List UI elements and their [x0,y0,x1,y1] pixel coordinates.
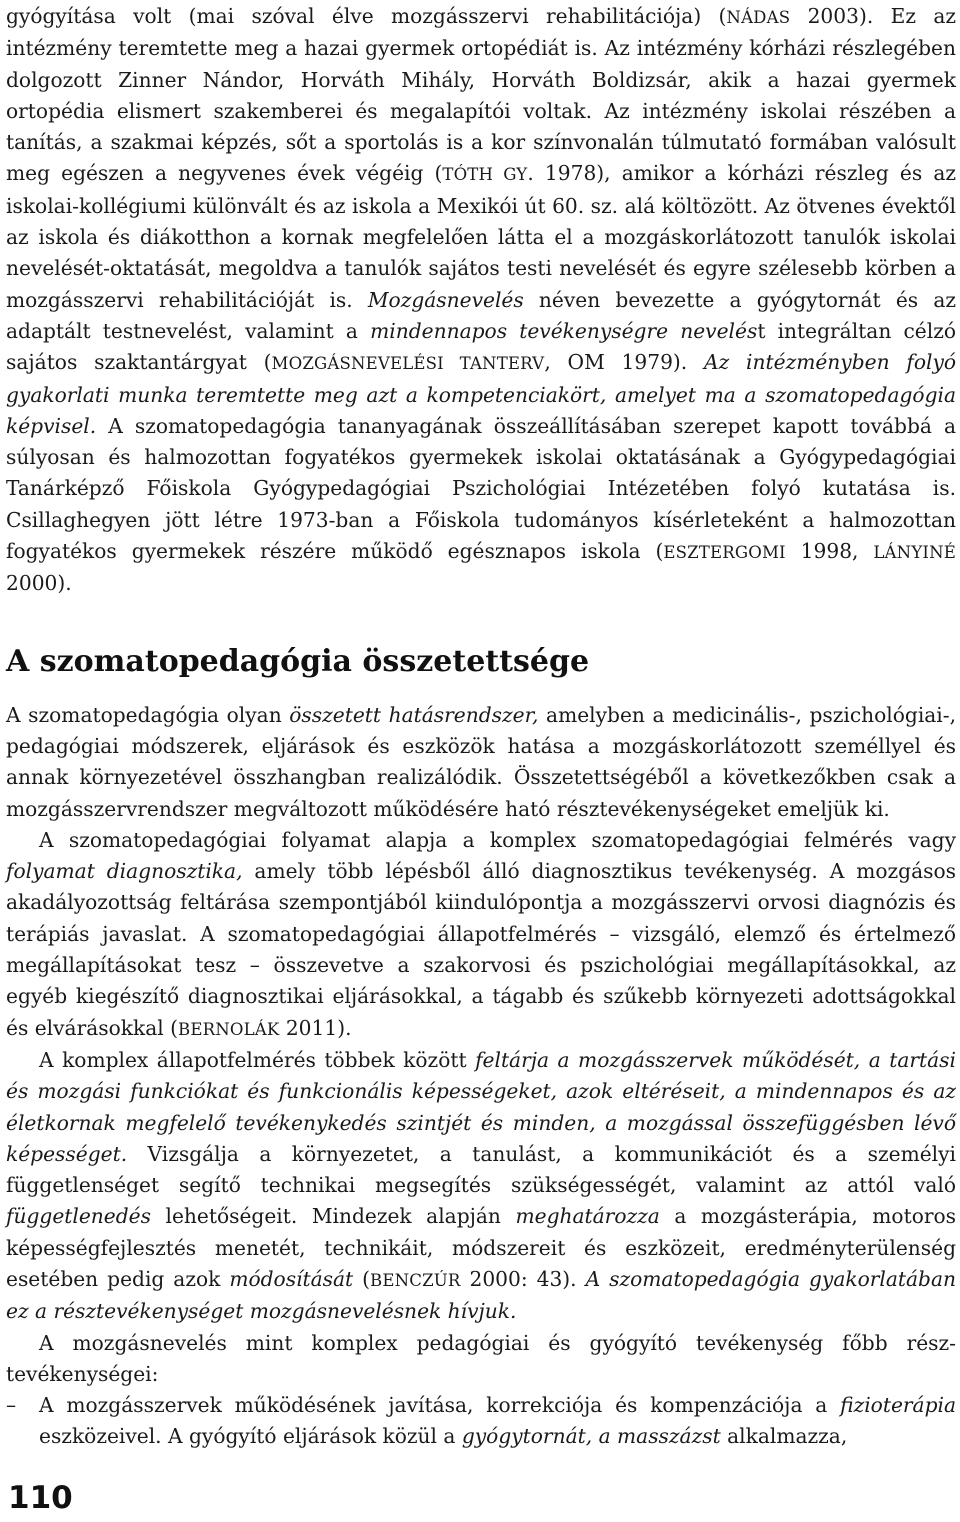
emphasis: Mozgásnevelés [367,287,524,312]
citation-author: ESZTERGOMI [663,543,786,563]
emphasis: függetlenedés [6,1204,151,1229]
emphasis: fizioterápia [840,1393,956,1418]
paragraph-2 [6,825,956,1045]
emphasis: feltárja a mozgásszervek működését, a tartási és mozgási funkciókat és funkcionális képességeket, azok eltéréseit, a mindennapos és az életkornak megfelelő tevékenykedés szintjét és minden, a mozgással összefüggésben lévő képességet. [6,1047,956,1166]
text: 2003). Ez az intézmény teremtette meg a hazai gyermek ortopédiát is. Az intézmény kórházi részlegében dolgozott Zinner Nándor, Horváth Mihály, Horváth Boldizsár, akik a hazai gyermek ortopédia elismert szakemberei és megalapítói voltak. Az intézmény iskolai részében a tanítás, a szakmai képzés, sőt a sportolás is a kor színvonalán túlmutató formában valósult meg egészen a negyvenes évek végéig ( [6,4,956,186]
text: A komplex állapotfelmérés többek között [39,1047,476,1072]
citation-author: LÁNYINÉ [873,543,956,563]
text: 2011). [279,1015,352,1040]
text: . 1978), amikor a kórházi részleg és az iskolai-kollégiumi különvált és az iskola a Mexikói út 60. sz. alá költözött. Az ötvenes évektől az iskola és diákotthon a kornak megfelelően látta el a mozgáskorlátozott tanulók iskolai nevelését-oktatását, megoldva a tanulók sajátos testi nevelését és egyre szélesebb körben a mozgásszervi rehabilitációját is. [6,161,956,312]
text: amelyben a medicinális-, pszichológiai-, pedagógiai módszerek, eljárások és eszközök hatása a mozgáskorlátozott személlyel és annak környezetével összhangban realizálódik. Összetettségéből a következőkben csak a mozgásszervrendszer megváltozott működésére ható résztevékenységeket emeljük ki. [6,702,957,821]
citation-author: BERNOLÁK [178,1019,280,1039]
text: t integráltan célzó sajátos szaktantárgyat ( [6,318,956,375]
section-heading: A szomatopedagógia összetettsége [6,643,590,679]
text: A szomatopedagógia tananyagának összeállításában szerepet kapott továbbá a súlyosan és halmozottan fogyatékos gyermekek iskolai oktatásának a Gyógypedagógiai Tanárképző Főiskola Gyógypedagógiai Pszichológiai Intézetében folyó kutatása is. Csillaghegyen jött létre 1973-ban a Főiskola tudományos kísérleteként a halmozottan fogyatékos gyermekek részére működő egésznapos iskola ( [6,413,956,564]
text: Vizsgálja a környezetet, a tanulást, a kommunikációt és a személyi függetlenséget segítő technikai megsegítés szükségességét, valamint az attól való [6,1141,956,1198]
text: A szomatopedagógiai folyamat alapja a komplex szomatopedagógiai felmérés vagy [39,827,956,852]
dash-bullet: – [6,1393,17,1418]
intro-paragraph [6,1,956,600]
text: 1998, [785,539,874,564]
text: eszközeivel. A gyógyító eljárások közül a [39,1424,462,1449]
emphasis: meghatározza [515,1204,660,1229]
text: 2000: 43). [460,1266,586,1291]
text: gyógyítása volt (mai szóval élve mozgásszervi rehabilitációja) ( [6,4,727,28]
text: 2000). [6,571,72,596]
text: , OM 1979). [544,350,705,375]
citation-author: TÓTH GY [442,165,528,185]
paragraph-1 [6,700,956,825]
text: A mozgásnevelés mint komplex pedagógiai és gyógyító tevékenység főbb résztevékenységei: [6,1330,956,1386]
text: lehetőségeit. Mindezek alapján [150,1204,516,1229]
paragraph-3 [6,1045,956,1328]
emphasis: gyógytornát, a masszázst [461,1424,721,1449]
paragraph-4 [6,1328,956,1391]
text: A szomatopedagógia olyan [6,702,290,727]
text: néven bevezette a gyógytornát és az adaptált testnevelést, valamint a [6,287,956,343]
emphasis: Az intézményben folyó gyakorlati munka teremtette meg azt a kompetenciakört, amelyet ma a szomatopedagógia képvisel. [6,350,957,438]
text: amely több lépésből álló diagnosztikus tevékenység. A mozgásos akadályozottság feltárása szempontjából kiindulópontja a mozgásszervi orvosi diagnózis és terápiás javaslat. A szomatopedagógiai állapotfelmérés – vizsgáló, elemző és értelmező megállapításokat tesz – összevetve a szakorvosi és pszichológiai megállapításokkal, az egyéb kiegészítő diagnosztikai eljárásokkal, a tágabb és szűkebb környezeti adottságokkal és elvárásokkal ( [6,859,956,1040]
text: A mozgásszervek működésének javítása, korrekciója és kompenzációja a [39,1393,841,1418]
emphasis: módosítását [229,1266,354,1291]
page-number: 110 [8,1480,73,1516]
text: ( [353,1266,371,1291]
text: alkalmazza, [720,1424,848,1449]
emphasis: A szomatopedagógia gyakorlatában ez a résztevékenységet mozgásnevelésnek hívjuk. [6,1266,957,1324]
citation-author: NÁDAS [726,8,791,27]
list-item [6,1390,956,1453]
emphasis: összetett hatásrendszer, [289,702,539,727]
text: a mozgásterápia, motoros képességfejlesztés menetét, technikáit, módszereit és eszközeit, eredményterülenség esetében pedig azok [6,1204,957,1291]
emphasis: folyamat diagnosztika, [6,859,243,884]
page-body [6,0,956,1453]
citation-author: BENCZÚR [370,1270,461,1290]
citation-author: MOZGÁSNEVELÉSI TANTERV [271,354,545,374]
emphasis: mindennapos tevékenységre nevelés [370,318,758,343]
